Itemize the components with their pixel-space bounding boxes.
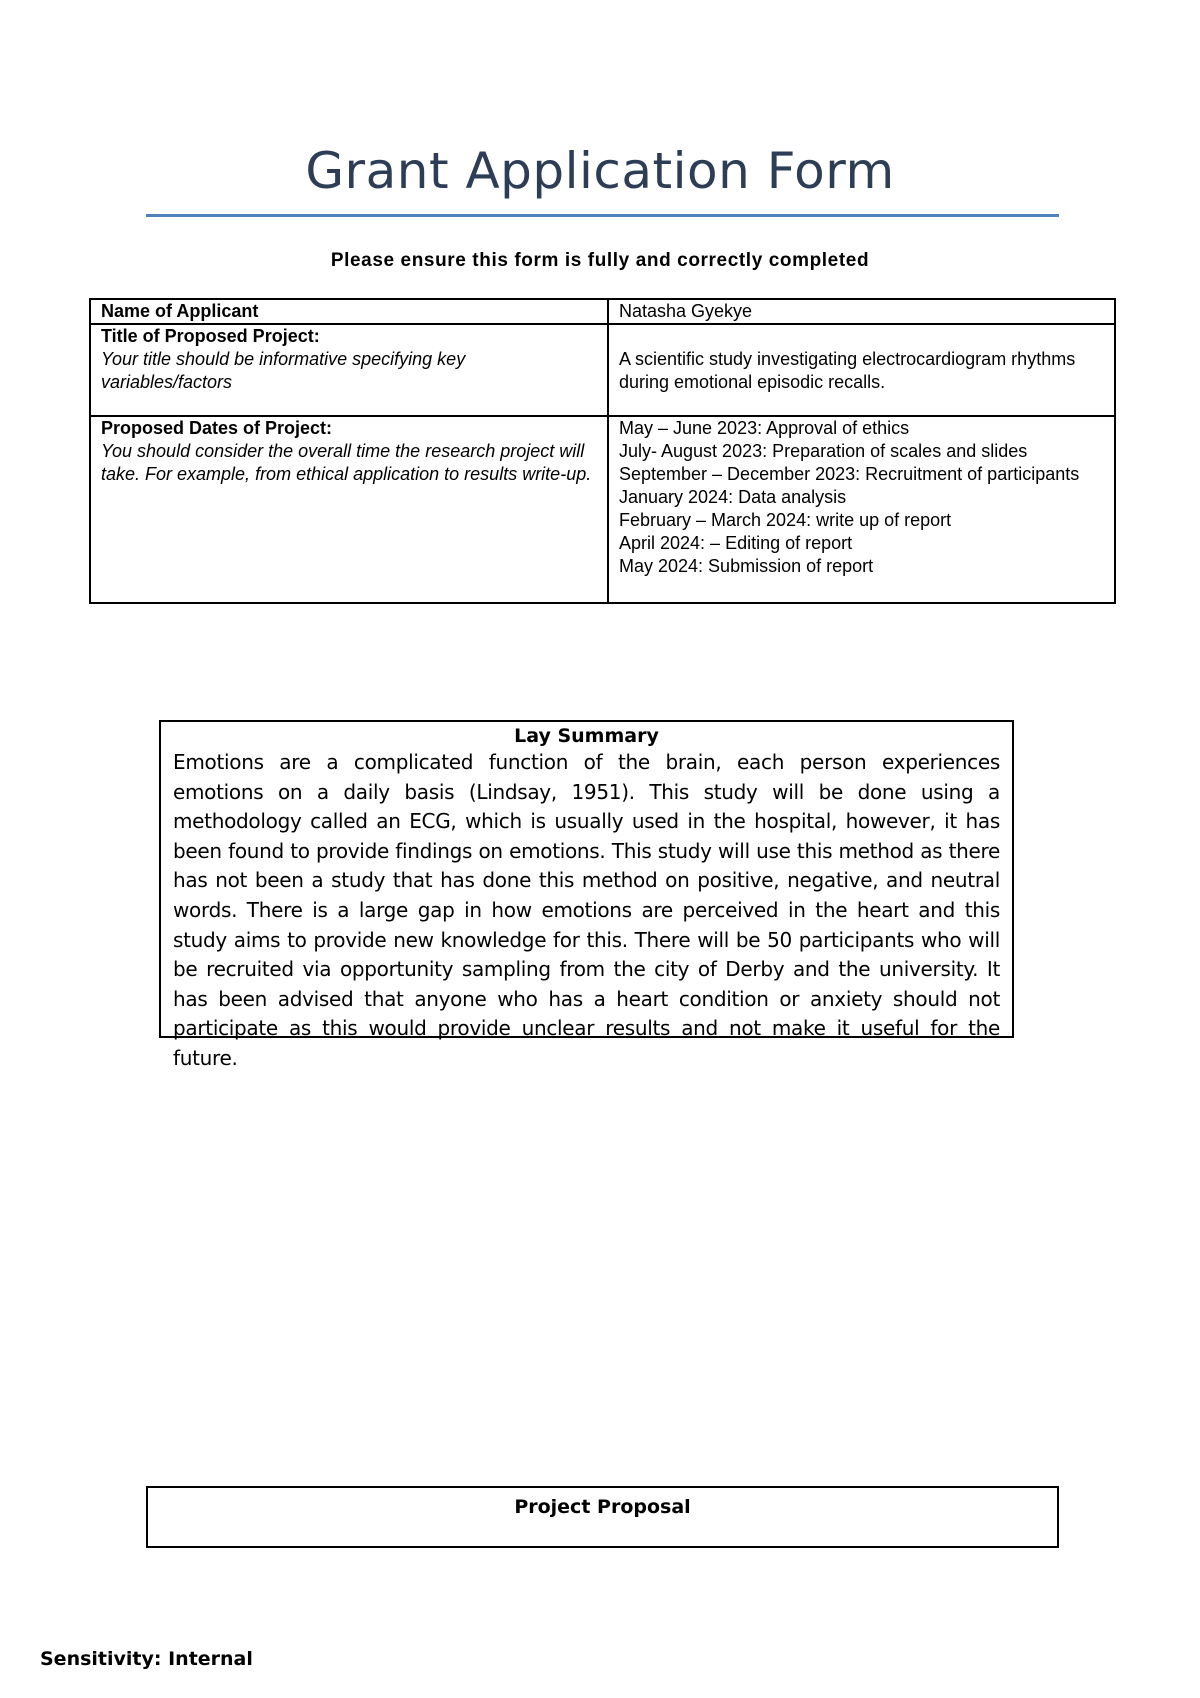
name-label-cell: [90, 299, 608, 324]
project-title-label: Title of Proposed Project:: [101, 326, 320, 346]
schedule-item: July- August 2023: Preparation of scales and slides: [619, 441, 1028, 461]
schedule-item: February – March 2024: write up of report: [619, 510, 952, 530]
title-divider: [146, 214, 1059, 217]
title-value-cell: [608, 324, 1115, 416]
form-instruction: Please ensure this form is fully and correctly completed: [330, 250, 870, 271]
project-dates-hint: You should consider the overall time the research project will take. For example, from ethical application to results write-up.: [101, 441, 592, 484]
lay-summary-box: [159, 720, 1014, 1070]
schedule-item: January 2024: Data analysis: [619, 487, 847, 507]
table-row: [90, 416, 1115, 603]
table-row: [90, 324, 1115, 416]
dates-label-cell: [90, 416, 608, 603]
schedule-item: April 2024: – Editing of report: [619, 533, 853, 553]
project-title-value: A scientific study investigating electrocardiogram rhythms during emotional episodic recalls.: [619, 349, 1076, 392]
project-proposal-box: [146, 1486, 1059, 1548]
name-of-applicant-label: Name of Applicant: [101, 301, 259, 321]
page-title: Grant Application Form: [305, 142, 895, 200]
dates-value-cell: [608, 416, 1115, 603]
table-row: [90, 299, 1115, 324]
schedule-item: September – December 2023: Recruitment of participants: [619, 464, 1080, 484]
applicant-details-table: [89, 298, 1116, 604]
applicant-name-value: Natasha Gyekye: [619, 301, 753, 321]
name-value-cell: [608, 299, 1115, 324]
project-dates-label: Proposed Dates of Project:: [101, 418, 333, 438]
lay-summary-body: Emotions are a complicated function of the brain, each person experiences emotions on a daily basis (Lindsay, 1951). This study will be done using a methodology called an ECG, which is usually used in the hospital, however, it has been found to provide findings on emotions. This study will use this method as there has not been a study that has done this method on positive, negative, and neutral words. There is a large gap in how emotions are perceived in the heart and this study aims to provide new knowledge for this. There will be 50 participants who will be recruited via opportunity sampling from the city of Derby and the university. It has been advised that anyone who has a heart condition or anxiety should not participate as this would provide unclear results and not make it useful for the future.: [173, 750, 1000, 1070]
spacer: [619, 325, 1104, 348]
lay-summary-heading: Lay Summary: [514, 725, 659, 747]
schedule-item: May – June 2023: Approval of ethics: [619, 418, 910, 438]
schedule-item: May 2024: Submission of report: [619, 556, 874, 576]
project-title-hint: Your title should be informative specifying key variables/factors: [101, 349, 466, 392]
title-label-cell: [90, 324, 608, 416]
sensitivity-label: Sensitivity: Internal: [40, 1648, 253, 1670]
project-proposal-heading: Project Proposal: [514, 1496, 691, 1518]
